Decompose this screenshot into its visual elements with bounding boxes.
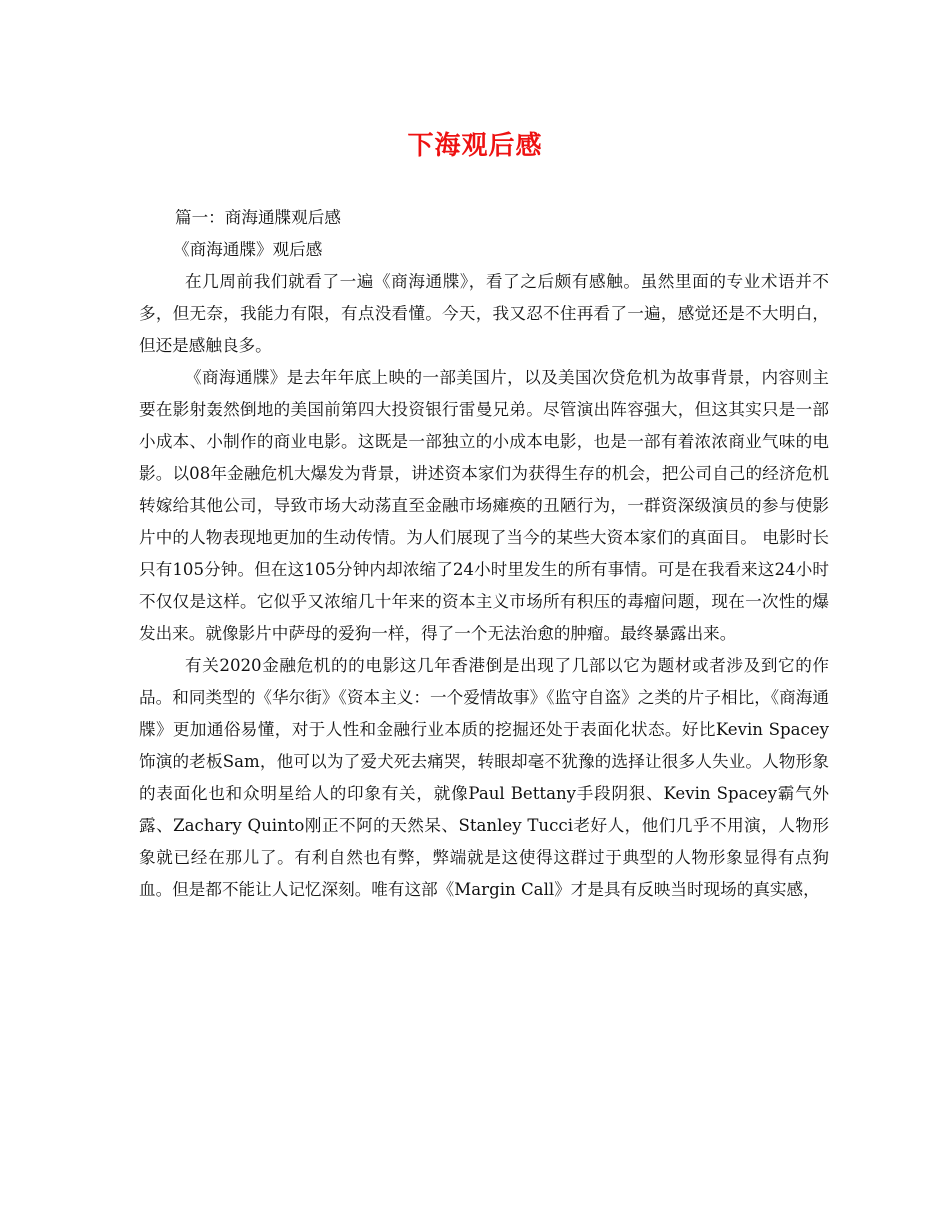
section-heading: 篇一：商海通牒观后感: [175, 208, 341, 227]
paragraph-1: 在几周前我们就看了一遍《商海通牒》，看了之后颇有感触。虽然里面的专业术语并不多，但无奈，我能力有限，有点没看懂。今天，我又忍不住再看了一遍，感觉还是不大明白，但还是感触良多。: [139, 272, 829, 355]
sub-heading: 《商海通牒》观后感: [173, 240, 323, 259]
paragraph-3: 有关2020金融危机的的电影这几年香港倒是出现了几部以它为题材或者涉及到它的作品。和同类型的《华尔街》《资本主义：一个爱情故事》《监守自盗》之类的片子相比，《商海通牒》更加通俗易懂，对于人性和金融行业本质的挖掘还处于表面化状态。好比Kevin Spacey饰演的老板Sam，他可以为了爱犬死去痛哭，转眼却毫不犹豫的选择让很多人失业。人物形象的表面化也和众明星给人的印象有关，就像Paul Bettany手段阴狠、Kevin Spacey霸气外露、Zachary Quinto刚正不阿的天然呆、Stanley Tucci老好人，他们几乎不用演，人物形象就已经在那儿了。有利自然也有弊，弊端就是这使得这群过于典型的人物形象显得有点狗血。但是都不能让人记忆深刻。唯有这部《Margin Call》才是具有反映当时现场的真实感，: [139, 656, 829, 899]
paragraph-2: 《商海通牒》是去年年底上映的一部美国片，以及美国次贷危机为故事背景，内容则主要在影射轰然倒地的美国前第四大投资银行雷曼兄弟。尽管演出阵容强大，但这其实只是一部小成本、小制作的商业电影。这既是一部独立的小成本电影，也是一部有着浓浓商业气味的电影。以08年金融危机大爆发为背景，讲述资本家们为获得生存的机会，把公司自己的经济危机转嫁给其他公司，导致市场大动荡直至金融市场瘫痪的丑陋行为，一群资深级演员的参与使影片中的人物表现地更加的生动传情。为人们展现了当今的某些大资本家们的真面目。 电影时长只有105分钟。但在这105分钟内却浓缩了24小时里发生的所有事情。可是在我看来这24小时不仅仅是这样。它似乎又浓缩几十年来的资本主义市场所有积压的毒瘤问题，现在一次性的爆发出来。就像影片中萨母的爱狗一样，得了一个无法治愈的肿瘤。最终暴露出来。: [139, 368, 829, 643]
document-title: 下海观后感: [407, 131, 543, 161]
document-body: [139, 202, 829, 906]
